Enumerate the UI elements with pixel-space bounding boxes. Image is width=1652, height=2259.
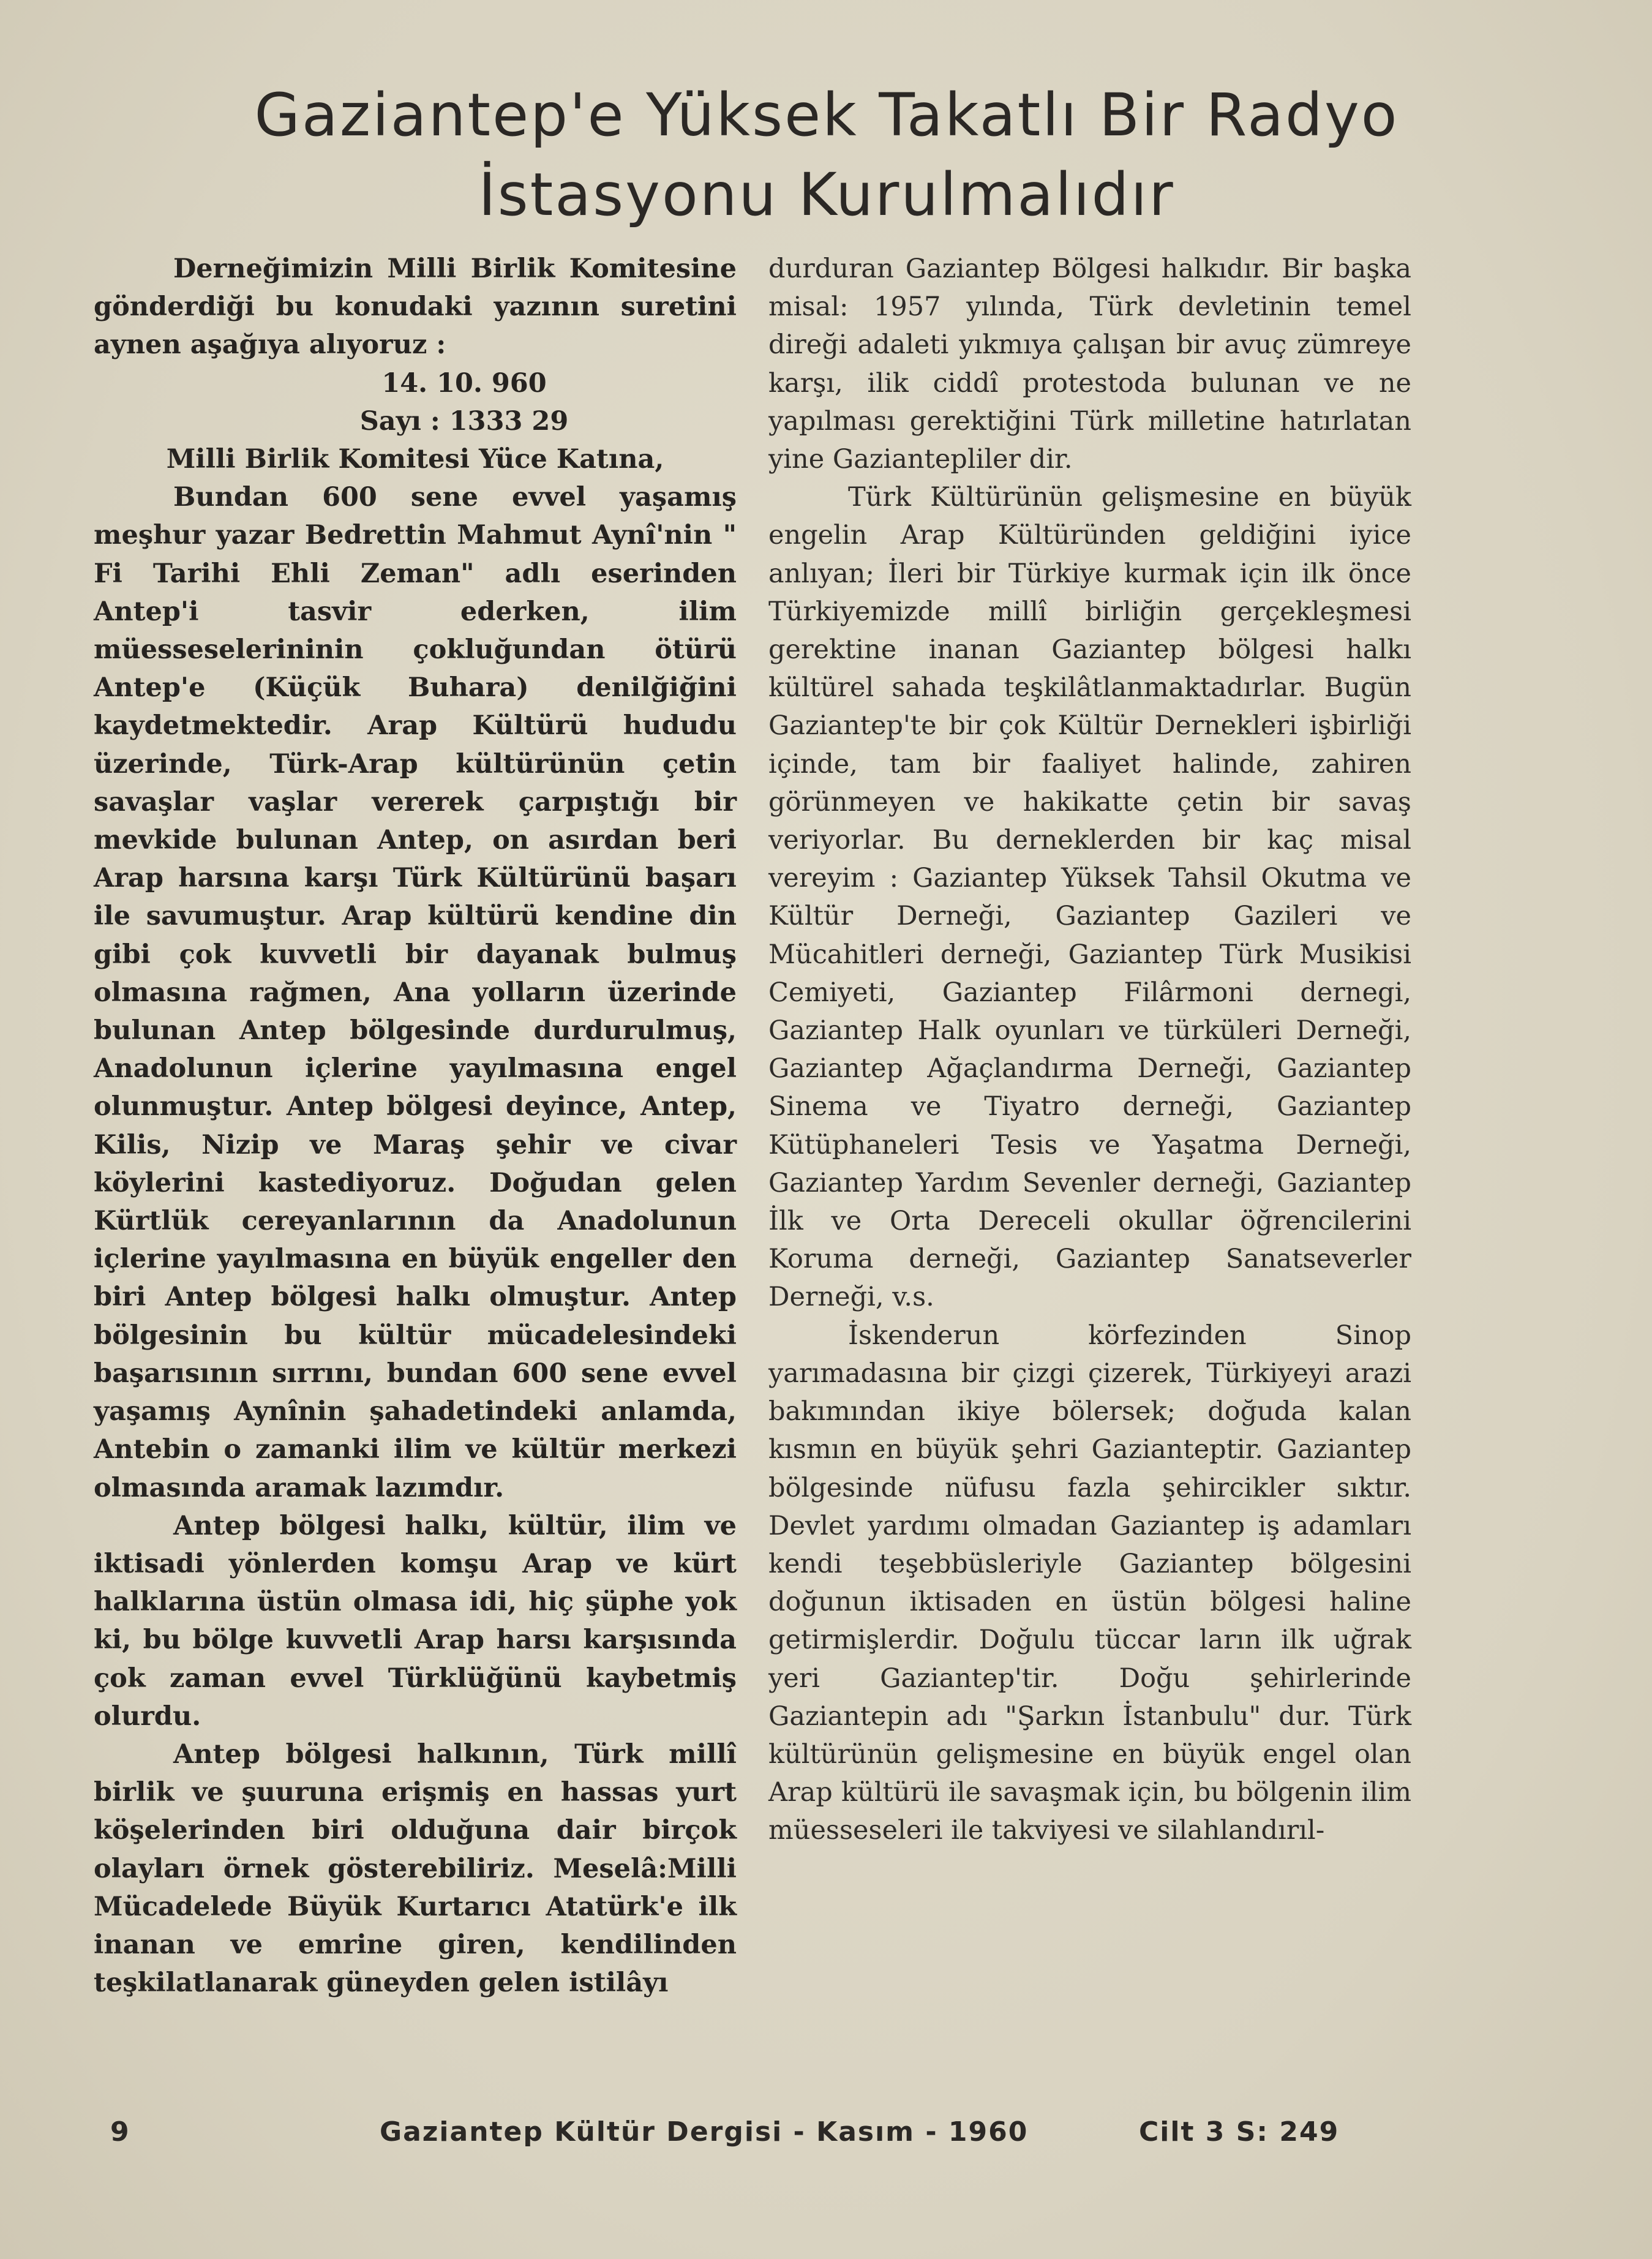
letter-date: 14. 10. 960 bbox=[381, 367, 547, 399]
letter-number: Sayı : 1333 29 bbox=[359, 405, 569, 437]
article-title-line-1: Gaziantep'e Yüksek Takatlı Bir Radyo bbox=[254, 81, 1399, 149]
article-title-line-2: İstasyonu Kurulmalıdır bbox=[478, 160, 1175, 229]
left-column bbox=[94, 250, 737, 2099]
body-paragraph: durduran Gaziantep Bölgesi halkıdır. Bir başka misal: 1957 yılında, Türk devletinin temel direği adaleti yıkmıya çalışan bir avuç zümreye karşı, ilik ciddî protestoda bulunan ve ne yapılması gerektiğini Türk milletine hatırlatan yine Gaziantepliler dir. bbox=[768, 254, 1411, 475]
page-footer bbox=[110, 2116, 1347, 2153]
body-paragraph: Antep bölgesi halkının, Türk millî birlik ve şuuruna erişmiş en hassas yurt köşelerinden biri olduğuna dair birçok olayları örnek gösterebiliriz. Meselâ:Milli Mücadelede Büyük Kurtarıcı Atatürk'e ilk inanan ve emrine giren, kendilinden teşkilatlanarak güneyden gelen istilâyı bbox=[94, 1738, 737, 1999]
intro-paragraph: Derneğimizin Milli Birlik Komitesine gönderdiği bu konudaki yazının suretini aynen aşağıya alıyoruz : bbox=[94, 254, 737, 361]
body-paragraph: Antep bölgesi halkı, kültür, ilim ve iktisadi yönlerden komşu Arap ve kürt halklarına üstün olmasa idi, hiç şüphe yok ki, bu bölge kuvvetli Arap harsı karşısında çok zaman evvel Türklüğünü kaybetmiş olurdu. bbox=[94, 1510, 737, 1732]
body-paragraph: Türk Kültürünün gelişmesine en büyük engelin Arap Kültüründen geldiğini iyice anlıyan; İleri bir Türkiye kurmak için ilk önce Türkiyemizde millî birliğin gerçekleşmesi gerektine inanan Gaziantep bölgesi halkı kültürel sahada teşkilâtlanmaktadırlar. Bugün Gaziantep'te bir çok Kültür Dernekleri işbirliği içinde, tam bir faaliyet halinde, zahiren görünmeyen ve hakikatte çetin bir savaş veriyorlar. Bu derneklerden bir kaç misal vereyim : Gaziantep Yüksek Tahsil Okutma ve Kültür Derneği, Gaziantep Gazileri ve Mücahitleri derneği, Gaziantep Türk Musikisi Cemiyeti, Gaziantep Filârmoni dernegi, Gaziantep Halk oyunları ve türküleri Derneği, Gaziantep Ağaçlandırma Derneği, Gaziantep Sinema ve Tiyatro derneği, Gaziantep Kütüphaneleri Tesis ve Yaşatma Derneği, Gaziantep Yardım Sevenler derneği, Gaziantep İlk ve Orta Dereceli okullar öğrencilerini Koruma derneği, Gaziantep Sanatseverler Derneği, v.s. bbox=[768, 482, 1411, 1313]
body-paragraph: Bundan 600 sene evvel yaşamış meşhur yazar Bedrettin Mahmut Aynî'nin " Fi Tarihi Ehli Zeman" adlı eserinden Antep'i tasvir ederken, ilim müesseselerininin çokluğundan ötürü Antep'e (Küçük Buhara) denilğiğini kaydetmektedir. Arap Kültürü hududu üzerinde, Türk-Arap kültürünün çetin savaşlar vaşlar vererek çarpıştığı bir mevkide bulunan Antep, on asırdan beri Arap harsına karşı Türk Kültürünü başarı ile savumuştur. Arap kültürü kendine din gibi çok kuvvetli bir dayanak bulmuş olmasına rağmen, Ana yolların üzerinde bulunan Antep bölgesinde durdurulmuş, Anadolunun içlerine yayılmasına engel olunmuştur. Antep bölgesi deyince, Antep, Kilis, Nizip ve Maraş şehir ve civar köylerini kastediyoruz. Doğudan gelen Kürtlük cereyanlarının da Anadolunun içlerine yayılmasına en büyük engeller den biri Antep bölgesi halkı olmuştur. Antep bölgesinin bu kültür mücadelesindeki başarısının sırrını, bundan 600 sene evvel yaşamış Aynînin şahadetindeki anlamda, Antebin o zamanki ilim ve kültür merkezi olmasında aramak lazımdır. bbox=[94, 482, 737, 1503]
magazine-name: Gaziantep Kültür Dergisi - Kasım - 1960 bbox=[380, 2116, 1029, 2148]
body-paragraph: İskenderun körfezinden Sinop yarımadasına bir çizgi çizerek, Türkiyeyi arazi bakımından ikiye bölersek; doğuda kalan kısmın en büyük şehri Gazianteptir. Gaziantep bölgesinde nüfusu fazla şehircikler sıktır. Devlet yardımı olmadan Gaziantep iş adamları kendi teşebbüsleriyle Gaziantep bölgesini doğunun iktisaden en üstün bölgesi haline getirmişlerdir. Doğulu tüccar ların ilk uğrak yeri Gaziantep'tir. Doğu şehirlerinde Gaziantepin adı "Şarkın İstanbulu" dur. Türk kültürünün gelişmesine en büyük engel olan Arap kültürü ile savaşmak için, bu bölgenin ilim müesseseleri ile takviyesi ve silahlandırıl- bbox=[768, 1320, 1411, 1846]
volume-issue: Cilt 3 S: 249 bbox=[1139, 2116, 1340, 2148]
right-column bbox=[768, 250, 1411, 2099]
letter-salutation: Milli Birlik Komitesi Yüce Katına, bbox=[166, 444, 664, 475]
page-number: 9 bbox=[110, 2116, 129, 2148]
